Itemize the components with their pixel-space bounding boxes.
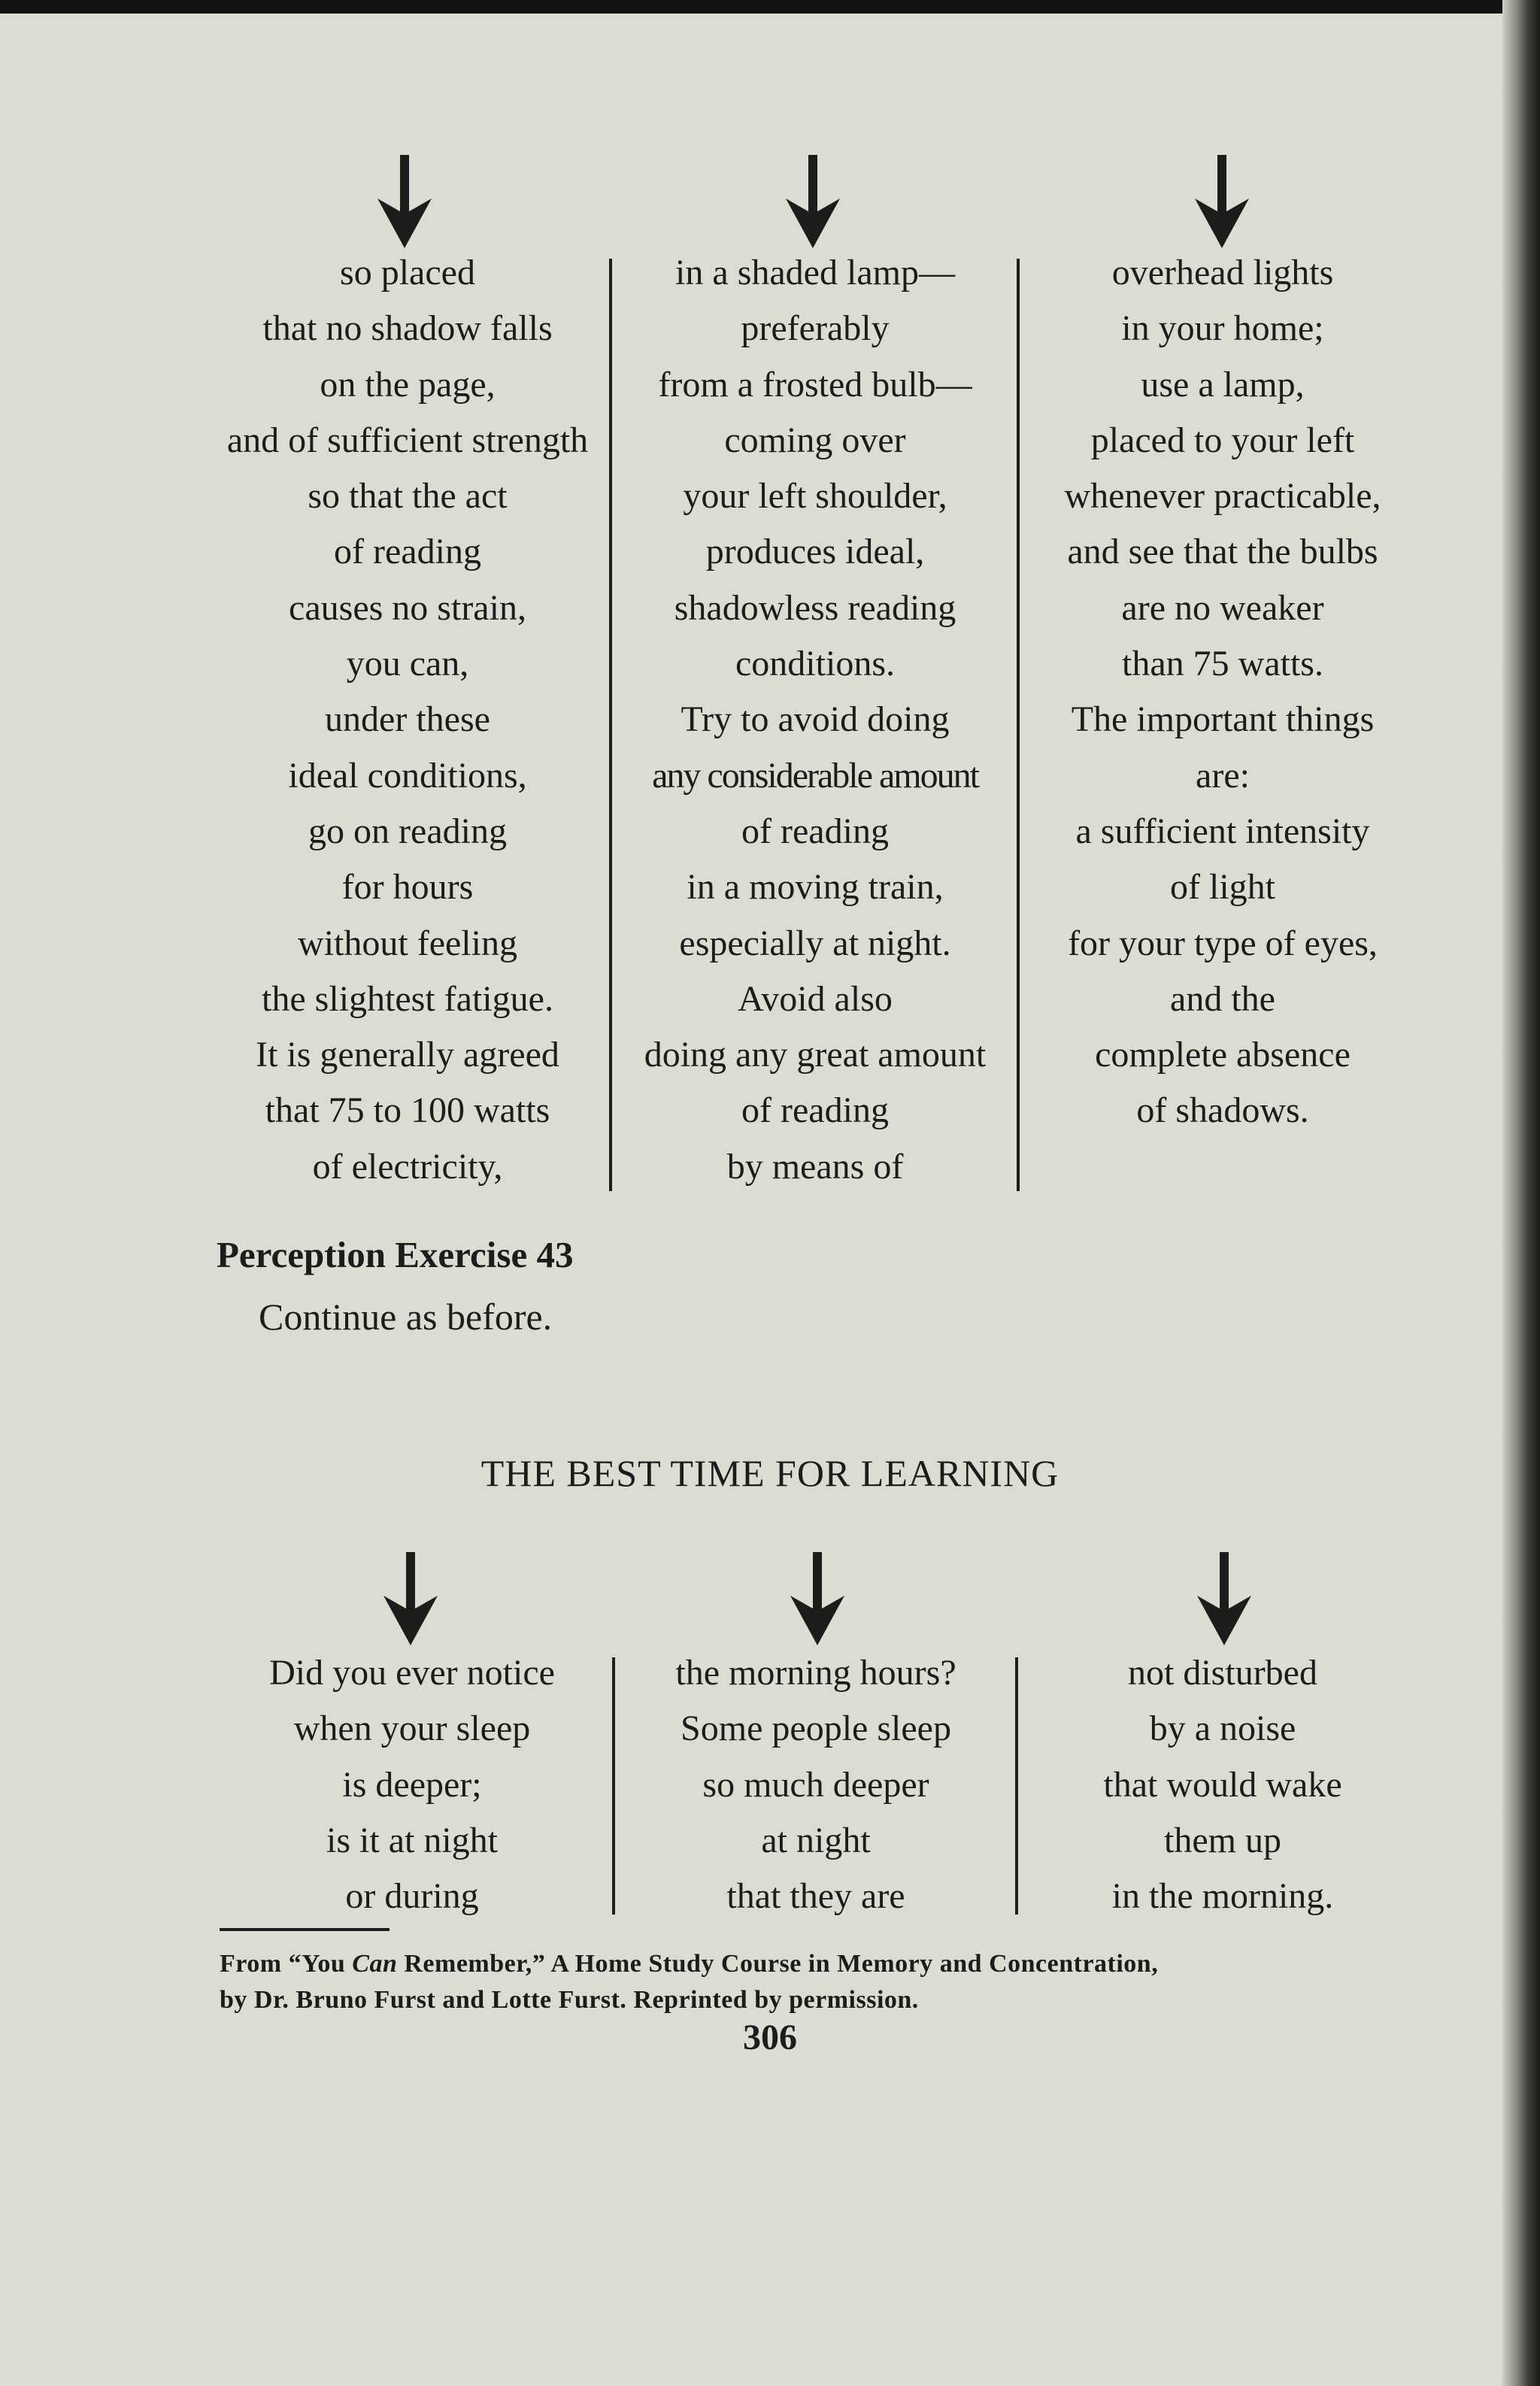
column-line: in your home; [1121,308,1324,349]
column-line: ideal conditions, [288,755,527,796]
column-line: overhead lights [1111,253,1334,293]
page-number: 306 [743,2018,797,2057]
column-line: than 75 watts. [1122,644,1323,684]
footnote-rule [220,1928,390,1931]
column-line: them up [1164,1820,1281,1860]
column-line: that would wake [1103,1764,1342,1805]
column-line: when your sleep [293,1708,531,1749]
column-line: Some people sleep [681,1708,951,1749]
down-arrow-icon [1192,155,1252,249]
column-line: so placed [340,253,475,293]
column-line: Did you ever notice [269,1653,555,1693]
column-line: under these [325,699,490,740]
column-line: complete absence [1095,1035,1351,1075]
column-line: shadowless reading [674,587,956,628]
column-line: causes no strain, [289,587,526,628]
column-line: produces ideal, [705,532,925,572]
column-line: of shadows. [1136,1090,1309,1131]
text-column-left [211,1645,614,1924]
column-line: of electricity, [312,1146,503,1187]
column-line: at night [761,1820,871,1860]
column-line: by means of [726,1146,904,1187]
column-line: of light [1170,867,1275,908]
column-line: whenever practicable, [1064,476,1381,517]
text-column-left [205,245,611,1195]
column-line: are: [1196,755,1250,796]
text-column-right [1020,245,1426,1139]
exercise-title: Perception Exercise 43 [217,1234,574,1275]
column-line: of reading [334,532,481,572]
column-line: doing any great amount [644,1035,987,1075]
column-line: in the morning. [1111,1876,1334,1917]
down-arrow-icon [1194,1552,1254,1646]
text-column-right [1018,1645,1427,1924]
column-line: go on reading [308,811,507,851]
column-line: use a lamp, [1141,364,1305,405]
column-line: so much deeper [702,1764,929,1805]
column-line: without feeling [298,923,517,963]
column-line: is it at night [326,1820,498,1860]
column-line: of reading [741,811,889,851]
column-line: and of sufficient strength [226,420,589,460]
footnote-text: From “You [220,1950,353,1978]
column-line: coming over [724,420,906,460]
column-line: are no weaker [1121,587,1324,628]
column-line: and the [1170,978,1275,1019]
column-line: Try to avoid doing [681,699,950,740]
down-arrow-icon [783,155,843,249]
column-line: Avoid also [738,978,893,1019]
column-line: in a moving train, [687,867,944,908]
column-line: or during [345,1876,479,1917]
footnote-line-1 [220,1946,1423,1982]
column-line: that 75 to 100 watts [265,1090,550,1131]
footnote-emphasis: Can [352,1950,398,1978]
column-line: for hours [341,867,474,908]
footnote [220,1946,1423,2018]
column-line: not disturbed [1128,1653,1317,1693]
down-arrow-icon [374,155,435,249]
exercise-instruction: Continue as before. [259,1296,553,1338]
column-line: you can, [346,644,469,684]
down-arrow-icon [787,1552,847,1646]
column-line: conditions. [735,644,895,684]
column-line: a sufficient intensity [1075,811,1370,851]
column-line: that they are [726,1876,905,1917]
column-line: preferably [741,308,890,349]
column-line: on the page, [320,364,496,405]
column-line: from a frosted bulb— [658,364,972,405]
column-line: It is generally agreed [256,1035,559,1075]
column-line: that no shadow falls [262,308,553,349]
text-column-middle [615,1645,1017,1924]
column-line: the morning hours? [675,1653,956,1693]
down-arrow-icon [380,1552,441,1646]
column-line: by a noise [1149,1708,1296,1749]
section-title: THE BEST TIME FOR LEARNING [480,1452,1060,1494]
column-line: for your type of eyes, [1068,923,1378,963]
column-line: in a shaded lamp— [675,253,955,293]
column-line: your left shoulder, [683,476,947,517]
column-line: and see that the bulbs [1067,532,1378,572]
column-line: the slightest fatigue. [262,978,553,1019]
column-line: of reading [741,1090,889,1131]
footnote-text: Remember,” A Home Study Course in Memory and Concentration, [397,1950,1159,1978]
column-line: The important things [1071,699,1375,740]
page-top-edge [0,0,1540,14]
column-line: any considerable amount [652,755,978,796]
column-line: placed to your left [1090,420,1355,460]
column-line: especially at night. [679,923,951,963]
footnote-line-2: by Dr. Bruno Furst and Lotte Furst. Reprinted by permission. [220,1986,919,2014]
column-line: is deeper; [342,1764,482,1805]
column-line: so that the act [308,476,508,517]
text-column-middle [612,245,1018,1195]
